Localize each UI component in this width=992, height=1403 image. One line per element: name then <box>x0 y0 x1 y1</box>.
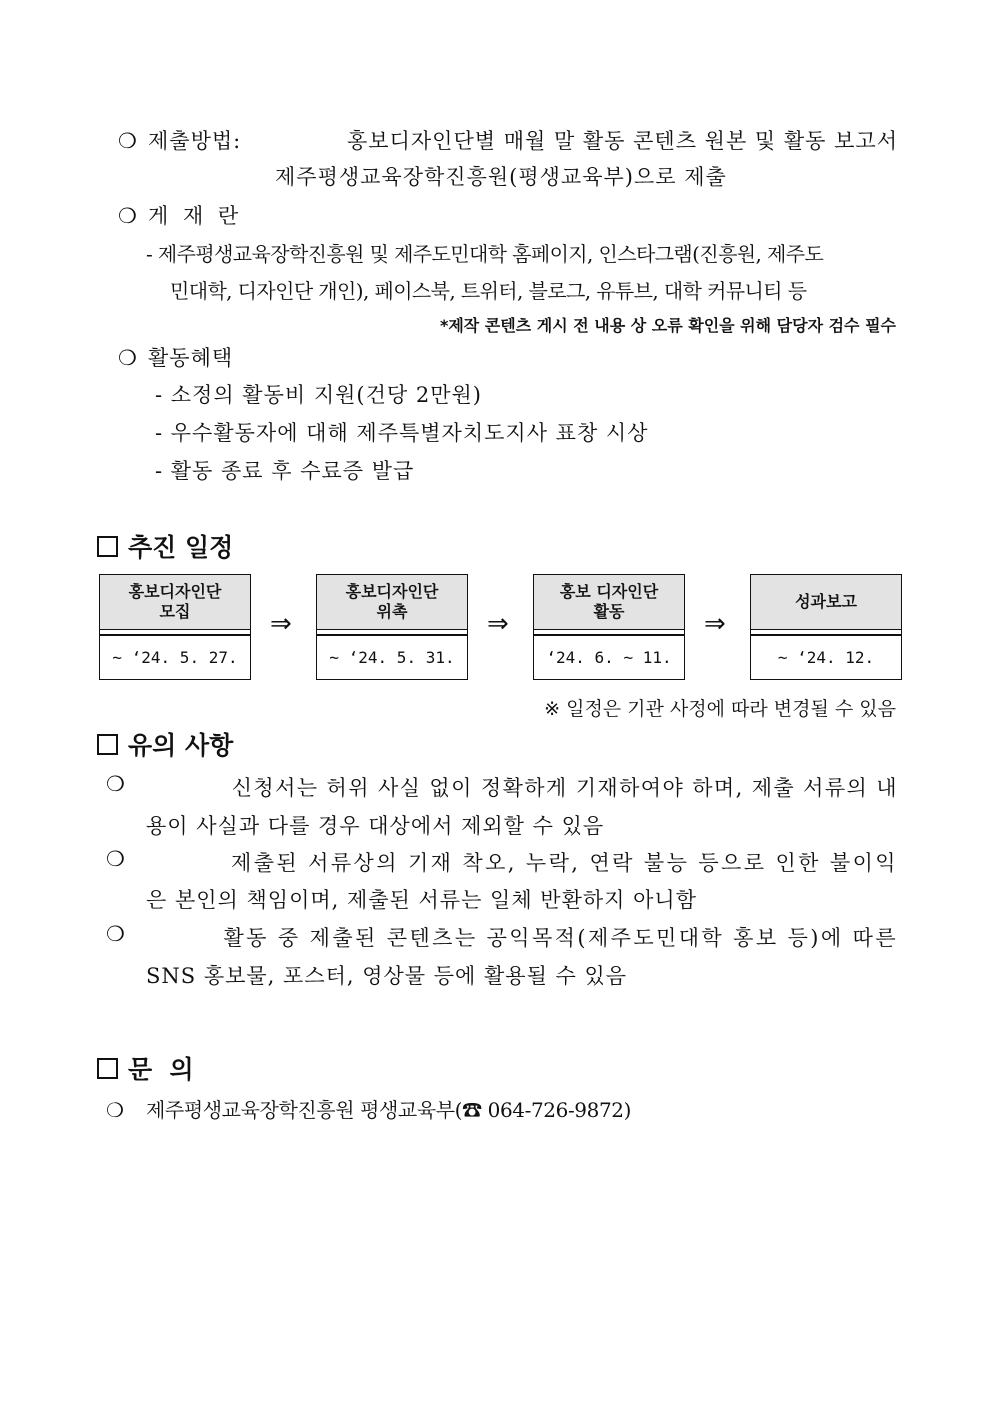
step-date: ~ ‘24. 12. <box>750 634 902 680</box>
inquiry-line <box>106 1094 631 1123</box>
schedule-note: ※ 일정은 기관 사정에 따라 변경될 수 있음 <box>544 698 896 720</box>
bullet-circle-icon: ❍ <box>106 1098 124 1122</box>
inquiry-title: 문 의 <box>97 1050 194 1086</box>
step-date: ‘24. 6. ~ 11. <box>533 634 685 680</box>
square-icon <box>97 536 118 557</box>
square-icon <box>97 1058 118 1079</box>
benefits-heading <box>118 342 233 372</box>
posting-item-line-1: - 제주평생교육장학진흥원 및 제주도민대학 홈페이지, 인스타그램(진흥원, 제주도 <box>146 242 824 266</box>
arrow-right-icon: ⇒ <box>270 609 292 639</box>
step-label: 홍보 디자인단 활동 <box>534 575 684 630</box>
submission-label: 제출방법: <box>148 129 242 153</box>
step-date: ~ ‘24. 5. 27. <box>99 634 251 680</box>
step-label: 홍보디자인단 모집 <box>100 575 250 630</box>
square-icon <box>97 734 118 755</box>
arrow-right-icon: ⇒ <box>704 609 726 639</box>
caution-item-cont: 용이 사실과 다를 경우 대상에서 제외할 수 있음 <box>146 814 605 838</box>
step-date: ~ ‘24. 5. 31. <box>316 634 468 680</box>
bullet-circle-icon: ❍ <box>118 204 138 228</box>
benefit-item: - 소정의 활동비 지원(건당 2만원) <box>155 383 482 407</box>
benefits-label: 활동혜택 <box>148 346 234 370</box>
arrow-right-icon: ⇒ <box>487 609 509 639</box>
bullet-circle-icon: ❍ <box>118 346 138 370</box>
bullet-circle-icon: ❍ <box>106 847 126 871</box>
cautions-title: 유의 사항 <box>97 726 233 762</box>
benefit-item: - 우수활동자에 대해 제주특별자치도지사 표창 시상 <box>155 421 649 445</box>
schedule-step-4 <box>750 574 902 636</box>
schedule-step-1 <box>99 574 251 636</box>
submission-text-1: 홍보디자인단별 매월 말 활동 콘텐츠 원본 및 활동 보고서 <box>347 129 898 153</box>
benefit-item: - 활동 종료 후 수료증 발급 <box>155 459 415 483</box>
schedule-step-3 <box>533 574 685 636</box>
caution-item-cont: SNS 홍보물, 포스터, 영상물 등에 활용될 수 있음 <box>146 964 628 988</box>
step-label: 홍보디자인단 위촉 <box>317 575 467 630</box>
bullet-circle-icon: ❍ <box>118 129 138 153</box>
bullet-circle-icon: ❍ <box>106 922 126 946</box>
posting-label: 게 재 란 <box>148 204 243 228</box>
posting-item-line-2: 민대학, 디자인단 개인), 페이스북, 트위터, 블로그, 유튜브, 대학 커뮤니티 등 <box>170 279 807 303</box>
step-label: 성과보고 <box>751 575 901 630</box>
inquiry-text: 제주평생교육장학진흥원 평생교육부(☎ 064-726-9872) <box>146 1098 632 1122</box>
caution-item: ❍ 활동 중 제출된 콘텐츠는 공익목적(제주도민대학 홍보 등)에 따른 <box>106 922 898 950</box>
submission-text-2: 제주평생교육장학진흥원(평생교육부)으로 제출 <box>275 165 727 189</box>
schedule-step-2 <box>316 574 468 636</box>
posting-note: *제작 콘텐츠 게시 전 내용 상 오류 확인을 위해 담당자 검수 필수 <box>439 316 896 335</box>
bullet-circle-icon: ❍ <box>106 772 126 796</box>
schedule-title: 추진 일정 <box>97 528 233 564</box>
caution-item: ❍ 신청서는 허위 사실 없이 정확하게 기재하여야 하며, 제출 서류의 내 <box>106 772 898 800</box>
caution-item: ❍ 제출된 서류상의 기재 착오, 누락, 연락 불능 등으로 인한 불이익 <box>106 847 898 875</box>
caution-item-cont: 은 본인의 책임이며, 제출된 서류는 일체 반환하지 아니함 <box>146 888 697 912</box>
posting-heading <box>118 200 242 230</box>
submission-line-1 <box>118 125 898 155</box>
